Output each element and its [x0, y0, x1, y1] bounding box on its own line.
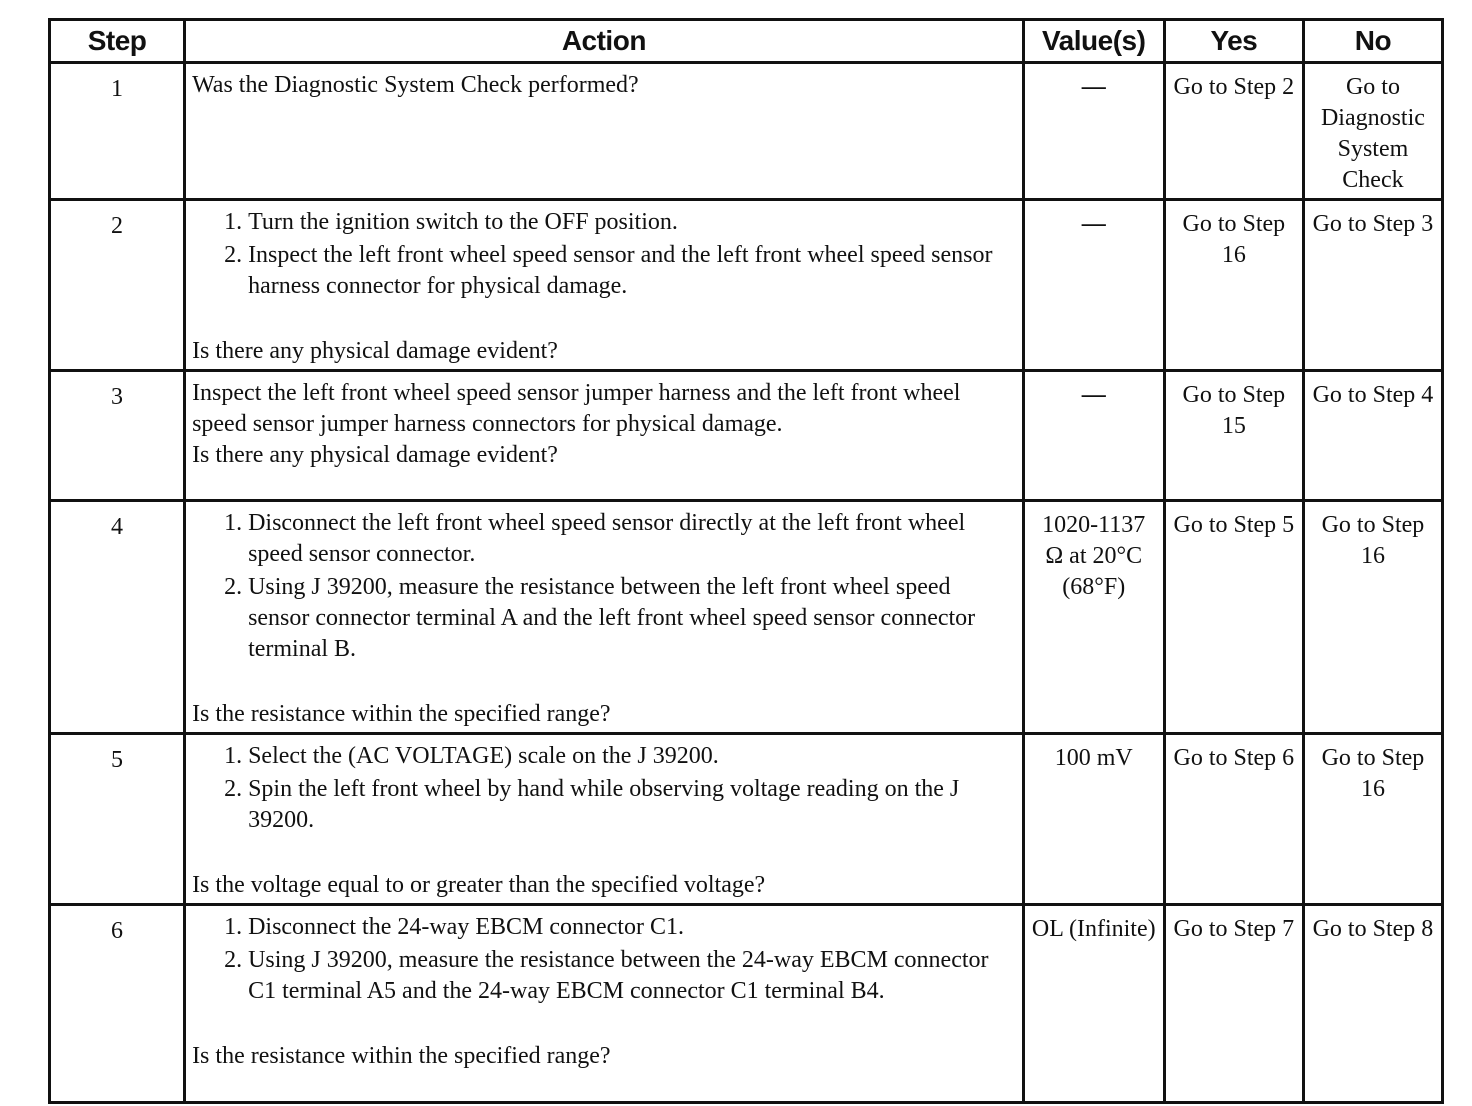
- value-text: —: [1081, 211, 1106, 237]
- action-question: Is there any physical damage evident?: [192, 338, 558, 364]
- header-no: No: [1303, 20, 1442, 63]
- action-steps: [192, 207, 1016, 302]
- action-step: 2. Spin the left front wheel by hand while observing voltage reading on the J 39200.: [248, 774, 1016, 836]
- action-question: Is the resistance within the specified range?: [192, 701, 611, 727]
- header-values: Value(s): [1023, 20, 1164, 63]
- action-question: Is there any physical damage evident?: [192, 442, 558, 468]
- table-row: [50, 734, 1443, 905]
- value-cell: 100 mV: [1023, 734, 1164, 905]
- action-question: Is the voltage equal to or greater than the specified voltage?: [192, 872, 766, 898]
- value-cell: [1023, 371, 1164, 501]
- action-step: 1. Turn the ignition switch to the OFF position.: [248, 207, 1016, 238]
- action-steps: [192, 912, 1016, 1007]
- table-row: [50, 501, 1443, 734]
- no-cell: Go to Step 16: [1303, 501, 1442, 734]
- no-cell: Go to Step 16: [1303, 734, 1442, 905]
- no-cell: Go to Step 8: [1303, 905, 1442, 1103]
- action-cell: [185, 734, 1024, 905]
- table-row: [50, 905, 1443, 1103]
- step-number: 2: [50, 200, 185, 371]
- action-cell: [185, 501, 1024, 734]
- table-row: [50, 63, 1443, 200]
- value-cell: [1023, 63, 1164, 200]
- action-step: 1. Select the (AC VOLTAGE) scale on the J 39200.: [248, 741, 1016, 772]
- yes-cell: Go to Step 2: [1164, 63, 1303, 200]
- value-cell: OL (Infinite): [1023, 905, 1164, 1103]
- value-cell: [1023, 200, 1164, 371]
- no-cell: Go to Step 3: [1303, 200, 1442, 371]
- no-cell: Go to Diagnostic System Check: [1303, 63, 1442, 200]
- action-step: 1. Disconnect the 24-way EBCM connector C1.: [248, 912, 1016, 943]
- action-question: Is the resistance within the specified range?: [192, 1043, 611, 1069]
- header-action: Action: [185, 20, 1024, 63]
- header-row: [50, 20, 1443, 63]
- action-steps: [192, 741, 1016, 836]
- step-number: 1: [50, 63, 185, 200]
- action-cell: [185, 200, 1024, 371]
- value-cell: 1020-1137 Ω at 20°C (68°F): [1023, 501, 1164, 734]
- action-cell: [185, 371, 1024, 501]
- no-cell: Go to Step 4: [1303, 371, 1442, 501]
- step-number: 6: [50, 905, 185, 1103]
- action-intro: Was the Diagnostic System Check performed?: [192, 72, 639, 98]
- action-cell: [185, 63, 1024, 200]
- action-intro: Inspect the left front wheel speed sensor jumper harness and the left front wheel speed sensor jumper harness connectors for physical damage.: [192, 380, 961, 437]
- header-step: Step: [50, 20, 185, 63]
- action-step: 2. Using J 39200, measure the resistance between the left front wheel speed sensor connector terminal A and the left front wheel speed sensor connector terminal B.: [248, 572, 1016, 665]
- action-step: 2. Inspect the left front wheel speed sensor and the left front wheel speed sensor harness connector for physical damage.: [248, 240, 1016, 302]
- yes-cell: Go to Step 6: [1164, 734, 1303, 905]
- yes-cell: Go to Step 7: [1164, 905, 1303, 1103]
- action-cell: [185, 905, 1024, 1103]
- diagnostic-table: [48, 18, 1444, 1104]
- yes-cell: Go to Step 16: [1164, 200, 1303, 371]
- step-number: 4: [50, 501, 185, 734]
- table-row: [50, 371, 1443, 501]
- header-yes: Yes: [1164, 20, 1303, 63]
- yes-cell: Go to Step 5: [1164, 501, 1303, 734]
- value-text: —: [1081, 382, 1106, 408]
- table-row: [50, 200, 1443, 371]
- action-steps: [192, 508, 1016, 665]
- action-step: 1. Disconnect the left front wheel speed sensor directly at the left front wheel speed sensor connector.: [248, 508, 1016, 570]
- yes-cell: Go to Step 15: [1164, 371, 1303, 501]
- step-number: 3: [50, 371, 185, 501]
- step-number: 5: [50, 734, 185, 905]
- value-text: —: [1081, 74, 1106, 100]
- action-step: 2. Using J 39200, measure the resistance between the 24-way EBCM connector C1 terminal A5 and the 24-way EBCM connector C1 terminal B4.: [248, 945, 1016, 1007]
